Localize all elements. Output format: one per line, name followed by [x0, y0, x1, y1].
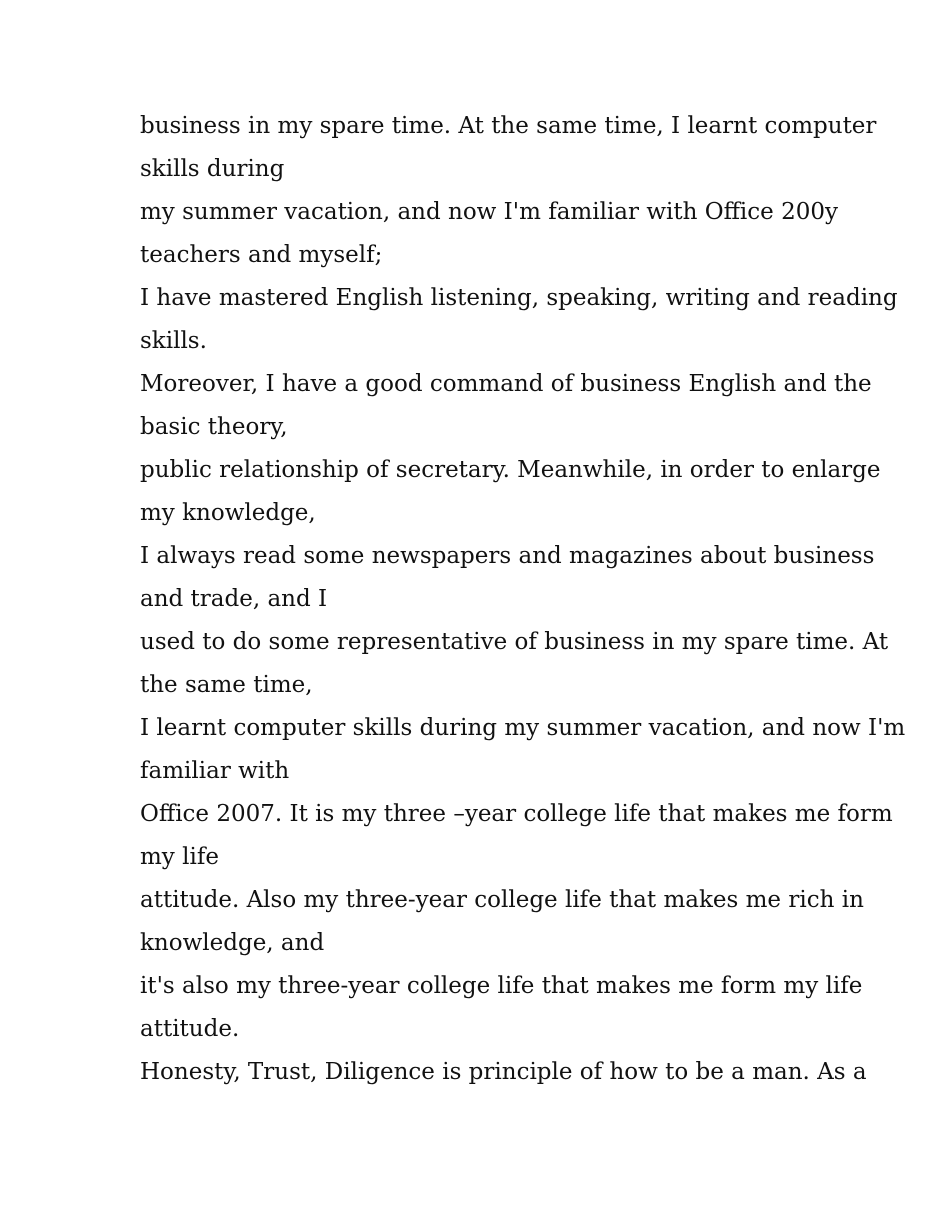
text-line: my summer vacation, and now I'm familiar with Office 200y — [140, 199, 838, 225]
text-line: knowledge, and — [140, 930, 325, 956]
text-line: the same time, — [140, 672, 313, 698]
text-line: teachers and myself; — [140, 242, 383, 268]
text-line: skills. — [140, 328, 207, 354]
text-line: it's also my three-year college life that makes me form my life — [140, 973, 863, 999]
text-line: attitude. Also my three-year college life that makes me rich in — [140, 887, 864, 913]
text-line: familiar with — [140, 758, 290, 784]
text-line: I always read some newspapers and magazines about business — [140, 543, 875, 569]
body-text — [140, 105, 906, 1094]
text-line: I learnt computer skills during my summer vacation, and now I'm — [140, 715, 906, 741]
text-line: I have mastered English listening, speaking, writing and reading — [140, 285, 898, 311]
text-line: and trade, and I — [140, 586, 328, 612]
text-line: Office 2007. It is my three –year college life that makes me form — [140, 801, 893, 827]
text-line: basic theory, — [140, 414, 288, 440]
text-line: public relationship of secretary. Meanwhile, in order to enlarge — [140, 457, 881, 483]
text-line: Moreover, I have a good command of business English and the — [140, 371, 872, 397]
text-line: business in my spare time. At the same time, I learnt computer — [140, 113, 877, 139]
text-line: my life — [140, 844, 219, 870]
text-line: attitude. — [140, 1016, 240, 1042]
text-line: my knowledge, — [140, 500, 316, 526]
text-line: Honesty, Trust, Diligence is principle of how to be a man. As a — [140, 1059, 867, 1085]
text-line: used to do some representative of business in my spare time. At — [140, 629, 889, 655]
text-line: skills during — [140, 156, 285, 182]
